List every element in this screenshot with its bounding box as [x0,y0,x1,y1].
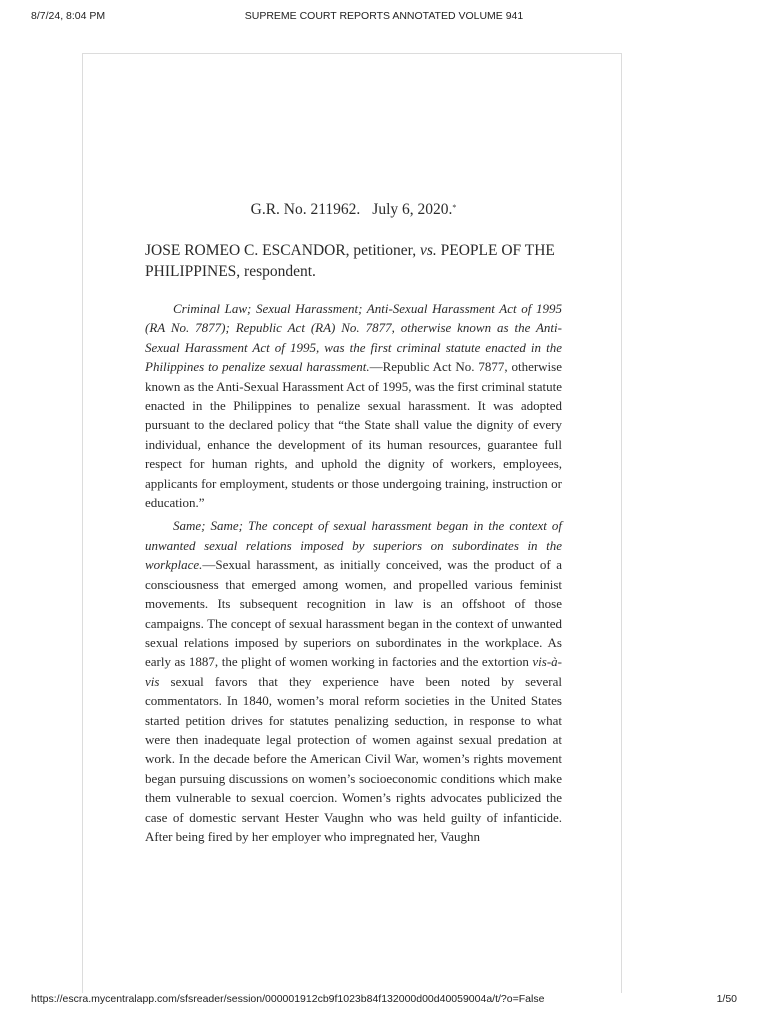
respondent-role: , respondent. [236,262,316,280]
document-content [145,200,562,846]
syllabus-paragraph-2 [145,516,562,846]
print-datetime: 8/7/24, 8:04 PM [31,10,106,22]
document-page [82,53,622,993]
case-date: July 6, 2020. [372,201,453,218]
syllabus-headnote-1: Criminal Law; Sexual Harassment; Anti-Sexual Harassment Act of 1995 (RA No. 7877); Republic Act (RA) No. 7877, otherwise known as the Anti-Sexual Harassment Act of 1995, was the first criminal statute enacted in the Philippines to penalize sexual harassment. [145,301,562,375]
print-url[interactable]: https://escra.mycentralapp.com/sfsreader/session/000001912cb9f1023b84f132000d00d40059004a/t/?o=False [31,993,545,1005]
syllabus-body-1: —Republic Act No. 7877, otherwise known as the Anti-Sexual Harassment Act of 1995, was the first criminal statute enacted in the Philippines to penalize sexual harassment. It was adopted pursuant to the declared policy that “the State shall value the dignity of every individual, enhance the development of its human resources, guarantee full respect for human rights, and uphold the dignity of workers, employees, applicants for employment, students or those undergoing training, instruction or education.” [145,359,563,511]
footnote-mark: * [452,203,457,212]
case-citation [145,200,562,220]
page-indicator: 1/50 [716,993,737,1005]
syllabus-headnote-2: Same; Same; The concept of sexual harassment began in the context of unwanted sexual relations imposed by superiors on subordinates in the workplace. [145,518,562,573]
petitioner-name: JOSE ROMEO C. ESCANDOR [145,242,346,259]
print-footer [0,993,768,1009]
syllabus-body-2a: —Sexual harassment, as initially conceived, was the product of a consciousness that emerged among women, and propelled various feminist movements. Its subsequent recognition in law is an offshoot of those campaigns. The concept of sexual harassment began in the context of unwanted sexual relations imposed by superiors on subordinates in the workplace. As early as 1887, the plight of women working in factories and the extortion [145,557,562,670]
syllabus-body-2b: sexual favors that they experience have been noted by several commentators. In 1840, women’s moral reform societies in the United States started petition drives for statutes penalizing seduction, in response to what were then inadequate legal protection of women against sexual predation at work. In the decade before the American Civil War, women’s rights movement began pursuing discussions on women’s socioeconomic conditions which make them vulnerable to sexual coercion. Women’s rights advocates publicized the case of domestic servant Hester Vaughn who was held guilty of infanticide. After being fired by her employer who impregnated her, Vaughn [145,673,562,844]
case-parties [145,241,562,282]
syllabus-paragraph-1 [145,299,562,512]
respondent-name: PEOPLE OF THE PHILIPPINES [145,242,555,280]
syllabus-body-italic: vis-à-vis [145,654,562,689]
case-number: G.R. No. 211962. [250,201,361,218]
petitioner-role: , petitioner, [345,242,420,259]
versus: vs. [419,242,437,259]
print-header [0,10,768,26]
print-title: SUPREME COURT REPORTS ANNOTATED VOLUME 941 [244,10,524,22]
